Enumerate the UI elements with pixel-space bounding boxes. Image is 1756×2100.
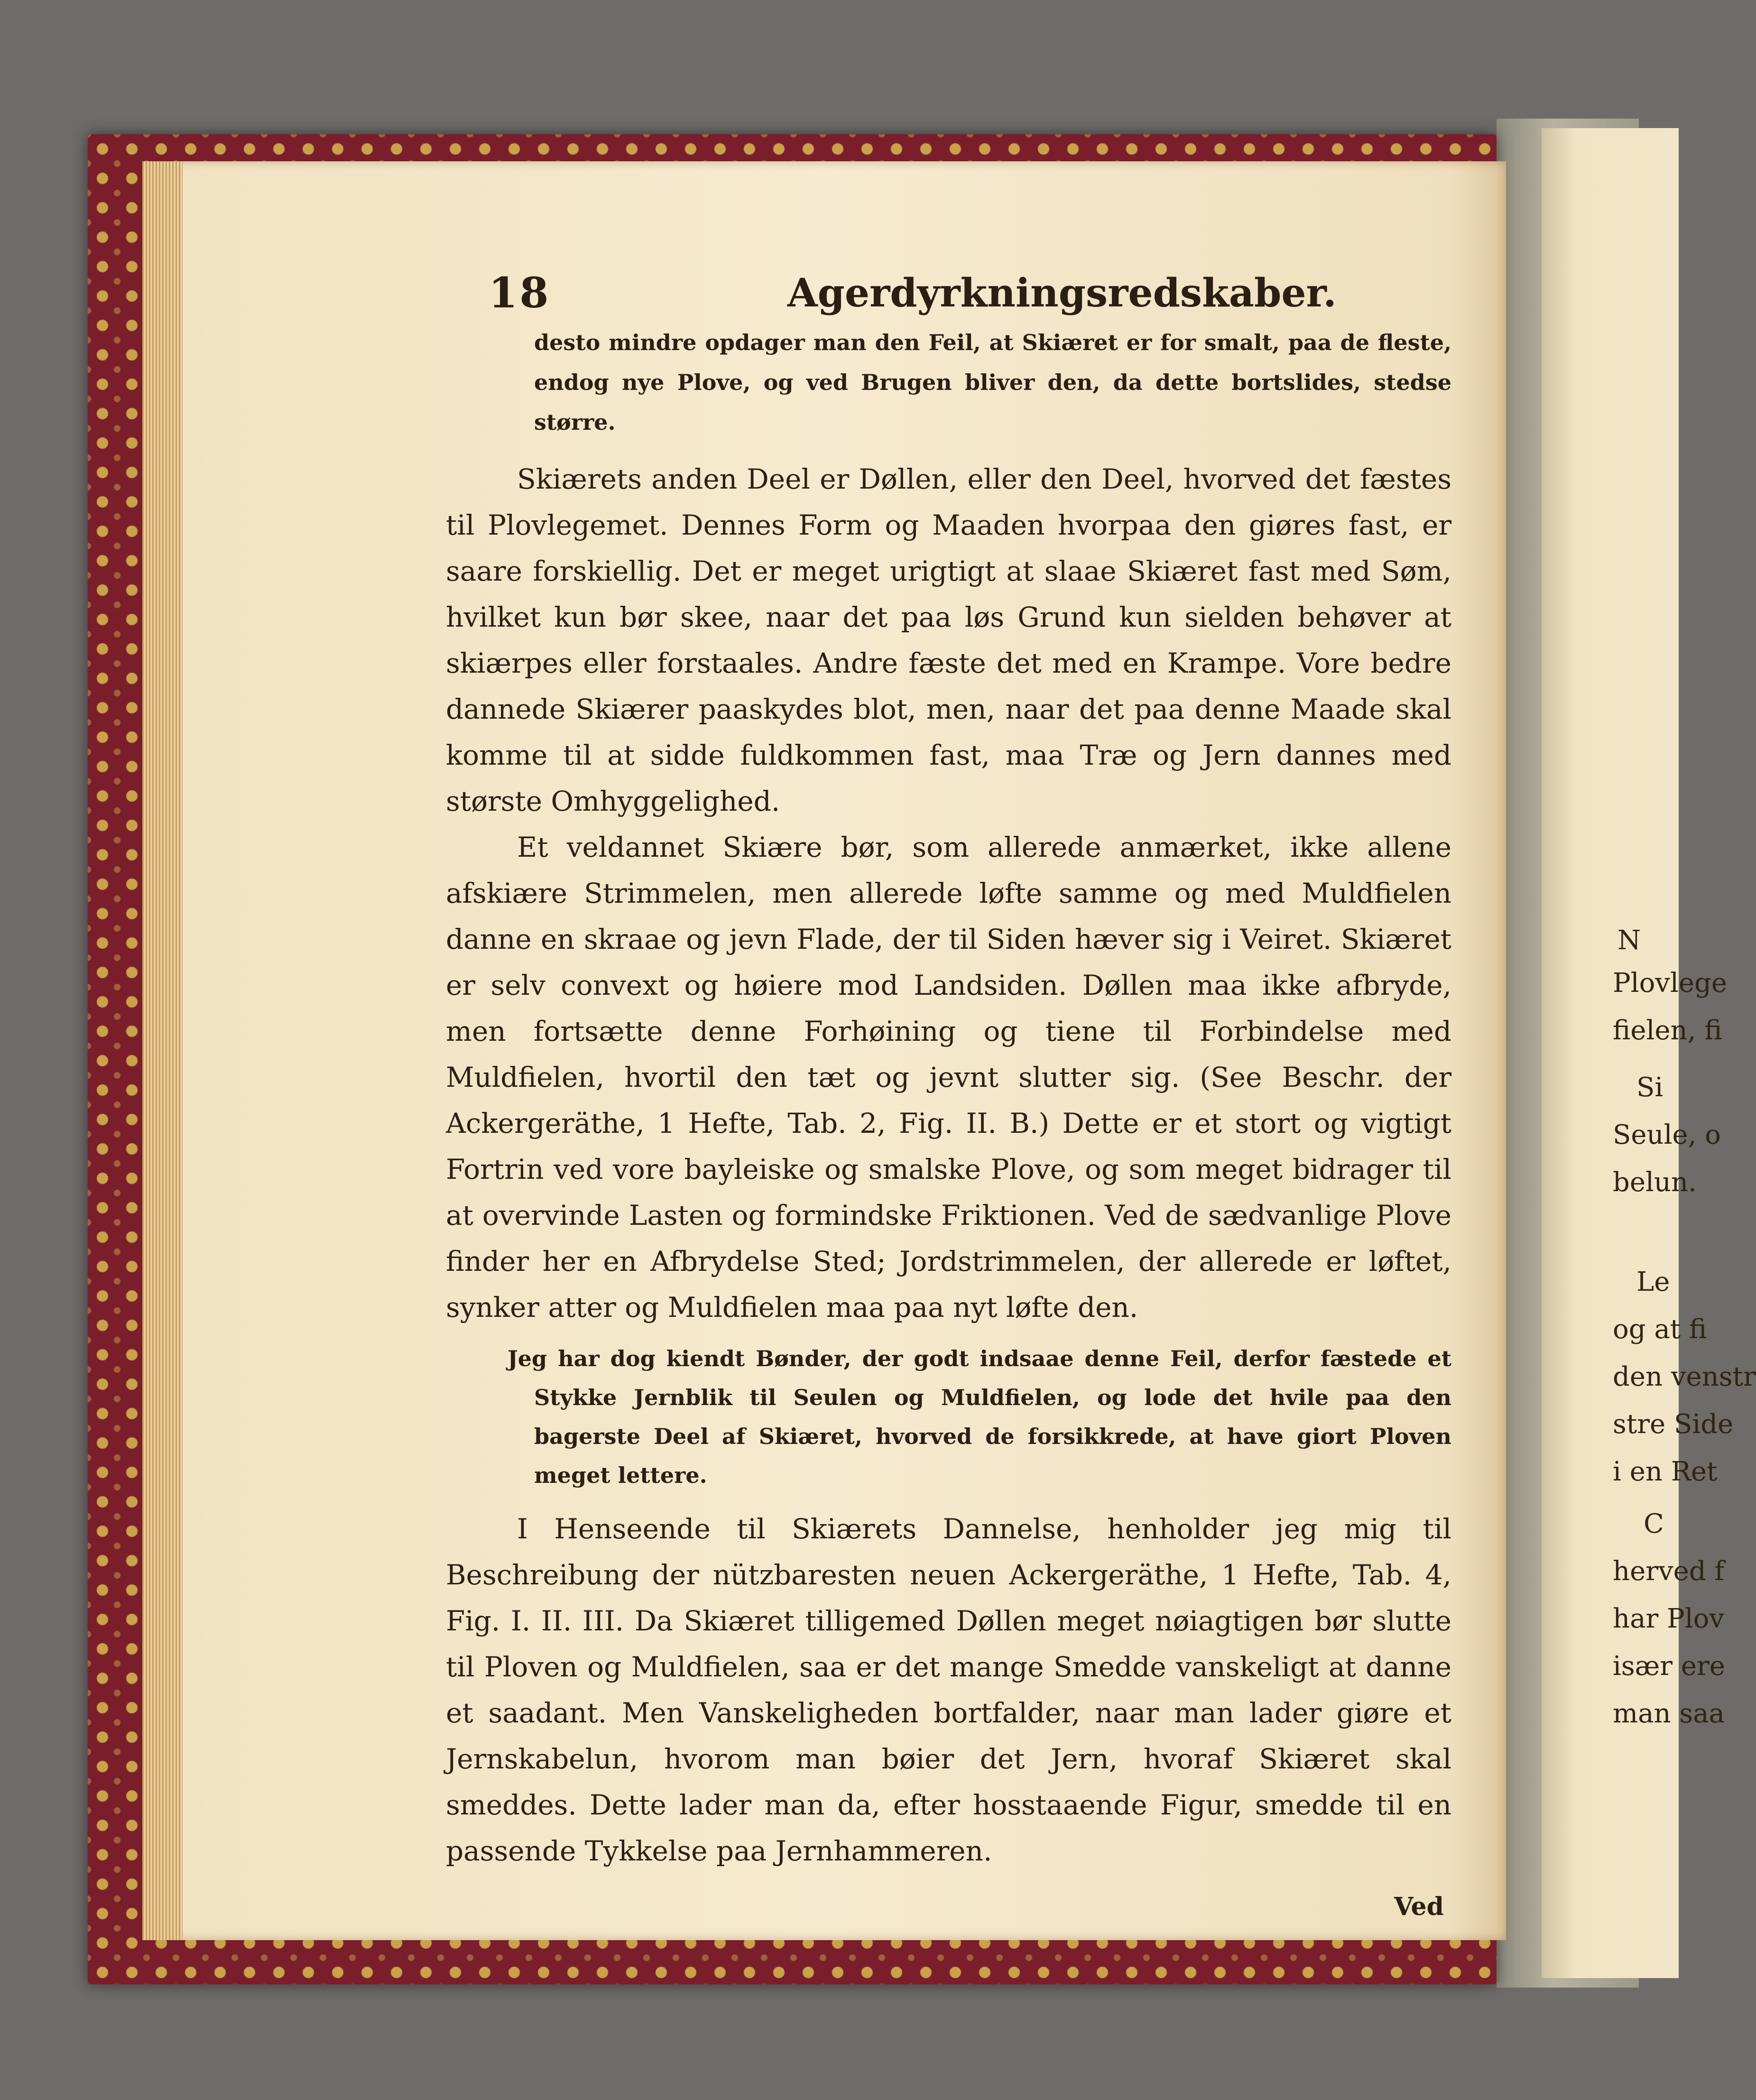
page-text xyxy=(446,266,1451,1921)
paragraph: I Henseende til Skiærets Dannelse, henholder jeg mig til Beschreibung der nützbaresten neuen Ackergeräthe, 1 Hefte, Tab. 4, Fig. I. II. III. Da Skiæret tilligemed Døllen meget nøiagtigen bør slutte til Ploven og Muldfielen, saa er det mange Smedde vanskeligt at danne et saadant. Men Vanskeligheden bortfalder, naar man lader giøre et Jernskabelun, hvorom man bøier det Jern, hvoraf Skiæret skal smeddes. Dette lader man da, efter hosstaaende Figur, smedde til en passende Tykkelse paa Jernhammeren. xyxy=(446,1513,1451,1867)
facing-line: den venstr xyxy=(1613,1361,1756,1392)
facing-line: især ere xyxy=(1613,1651,1725,1682)
footnote-continued: desto mindre opdager man den Feil, at Skiæret er for smalt, paa de fleste, endog nye Plove, og ved Brugen bliver den, da dette bortslides, stedse større. xyxy=(534,330,1451,435)
facing-line: i en Ret xyxy=(1613,1456,1718,1487)
footnote: Jeg har dog kiendt Bønder, der godt indsaae denne Feil, derfor fæstede et Stykke Jernblik til Seulen og Muldfielen, og lode det hvile paa den bagerste Deel af Skiæret, hvorved de forsikkrede, at have giort Ploven meget lettere. xyxy=(508,1346,1451,1488)
page-edges xyxy=(142,161,183,1940)
facing-line: stre Side xyxy=(1613,1409,1734,1440)
facing-line: C xyxy=(1644,1508,1664,1539)
facing-line: fielen, fi xyxy=(1613,1015,1722,1046)
facing-line: N xyxy=(1617,925,1641,956)
facing-line: Si xyxy=(1636,1072,1664,1103)
catchword: Ved xyxy=(1394,1892,1444,1921)
facing-line: Le xyxy=(1636,1267,1670,1297)
facing-line: herved f xyxy=(1613,1556,1725,1587)
facing-line: man saa xyxy=(1613,1698,1725,1729)
facing-line: har Plov xyxy=(1613,1603,1724,1634)
facing-line: belun. xyxy=(1613,1167,1697,1198)
facing-line: og at fi xyxy=(1613,1314,1707,1345)
page-number: 18 xyxy=(489,268,551,317)
paragraph: Et veldannet Skiære bør, som allerede anmærket, ikke allene afskiære Strimmelen, men allerede løfte samme og med Muldfielen danne en skraae og jevn Flade, der til Siden hæver sig i Veiret. Skiæret er selv convext og høiere mod Landsiden. Døllen maa ikke afbryde, men fortsætte denne Forhøining og tiene til Forbindelse med Muldfielen, hvortil den tæt og jevnt slutter sig. (See Beschr. der Ackergeräthe, 1 Hefte, Tab. 2, Fig. II. B.) Dette er et stort og vigtigt Fortrin ved vore bayleiske og smalske Plove, og som meget bidrager til at overvinde Lasten og formindske Friktionen. Ved de sædvanlige Plove finder her en Afbrydelse Sted; Jordstrimmelen, der allerede er løftet, synker atter og Muldfielen maa paa nyt løfte den. xyxy=(446,831,1451,1323)
running-head: Agerdyrkningsredskaber. xyxy=(787,270,1337,316)
facing-page-fragment xyxy=(1542,128,1756,1978)
paragraph: Skiærets anden Deel er Døllen, eller den Deel, hvorved det fæstes til Plovlegemet. Dennes Form og Maaden hvorpaa den giøres fast, er saare forskiellig. Det er meget urigtigt at slaae Skiæret fast med Søm, hvilket kun bør skee, naar det paa løs Grund kun sielden behøver at skiærpes eller forstaales. Andre fæste det med en Krampe. Vore bedre dannede Skiærer paaskydes blot, men, naar det paa denne Maade skal komme til at sidde fuldkommen fast, maa Træ og Jern dannes med største Omhyggelighed. xyxy=(446,463,1451,817)
facing-line: Seule, o xyxy=(1613,1119,1721,1150)
page-header xyxy=(446,266,1451,323)
facing-line: Plovlege xyxy=(1613,968,1727,999)
